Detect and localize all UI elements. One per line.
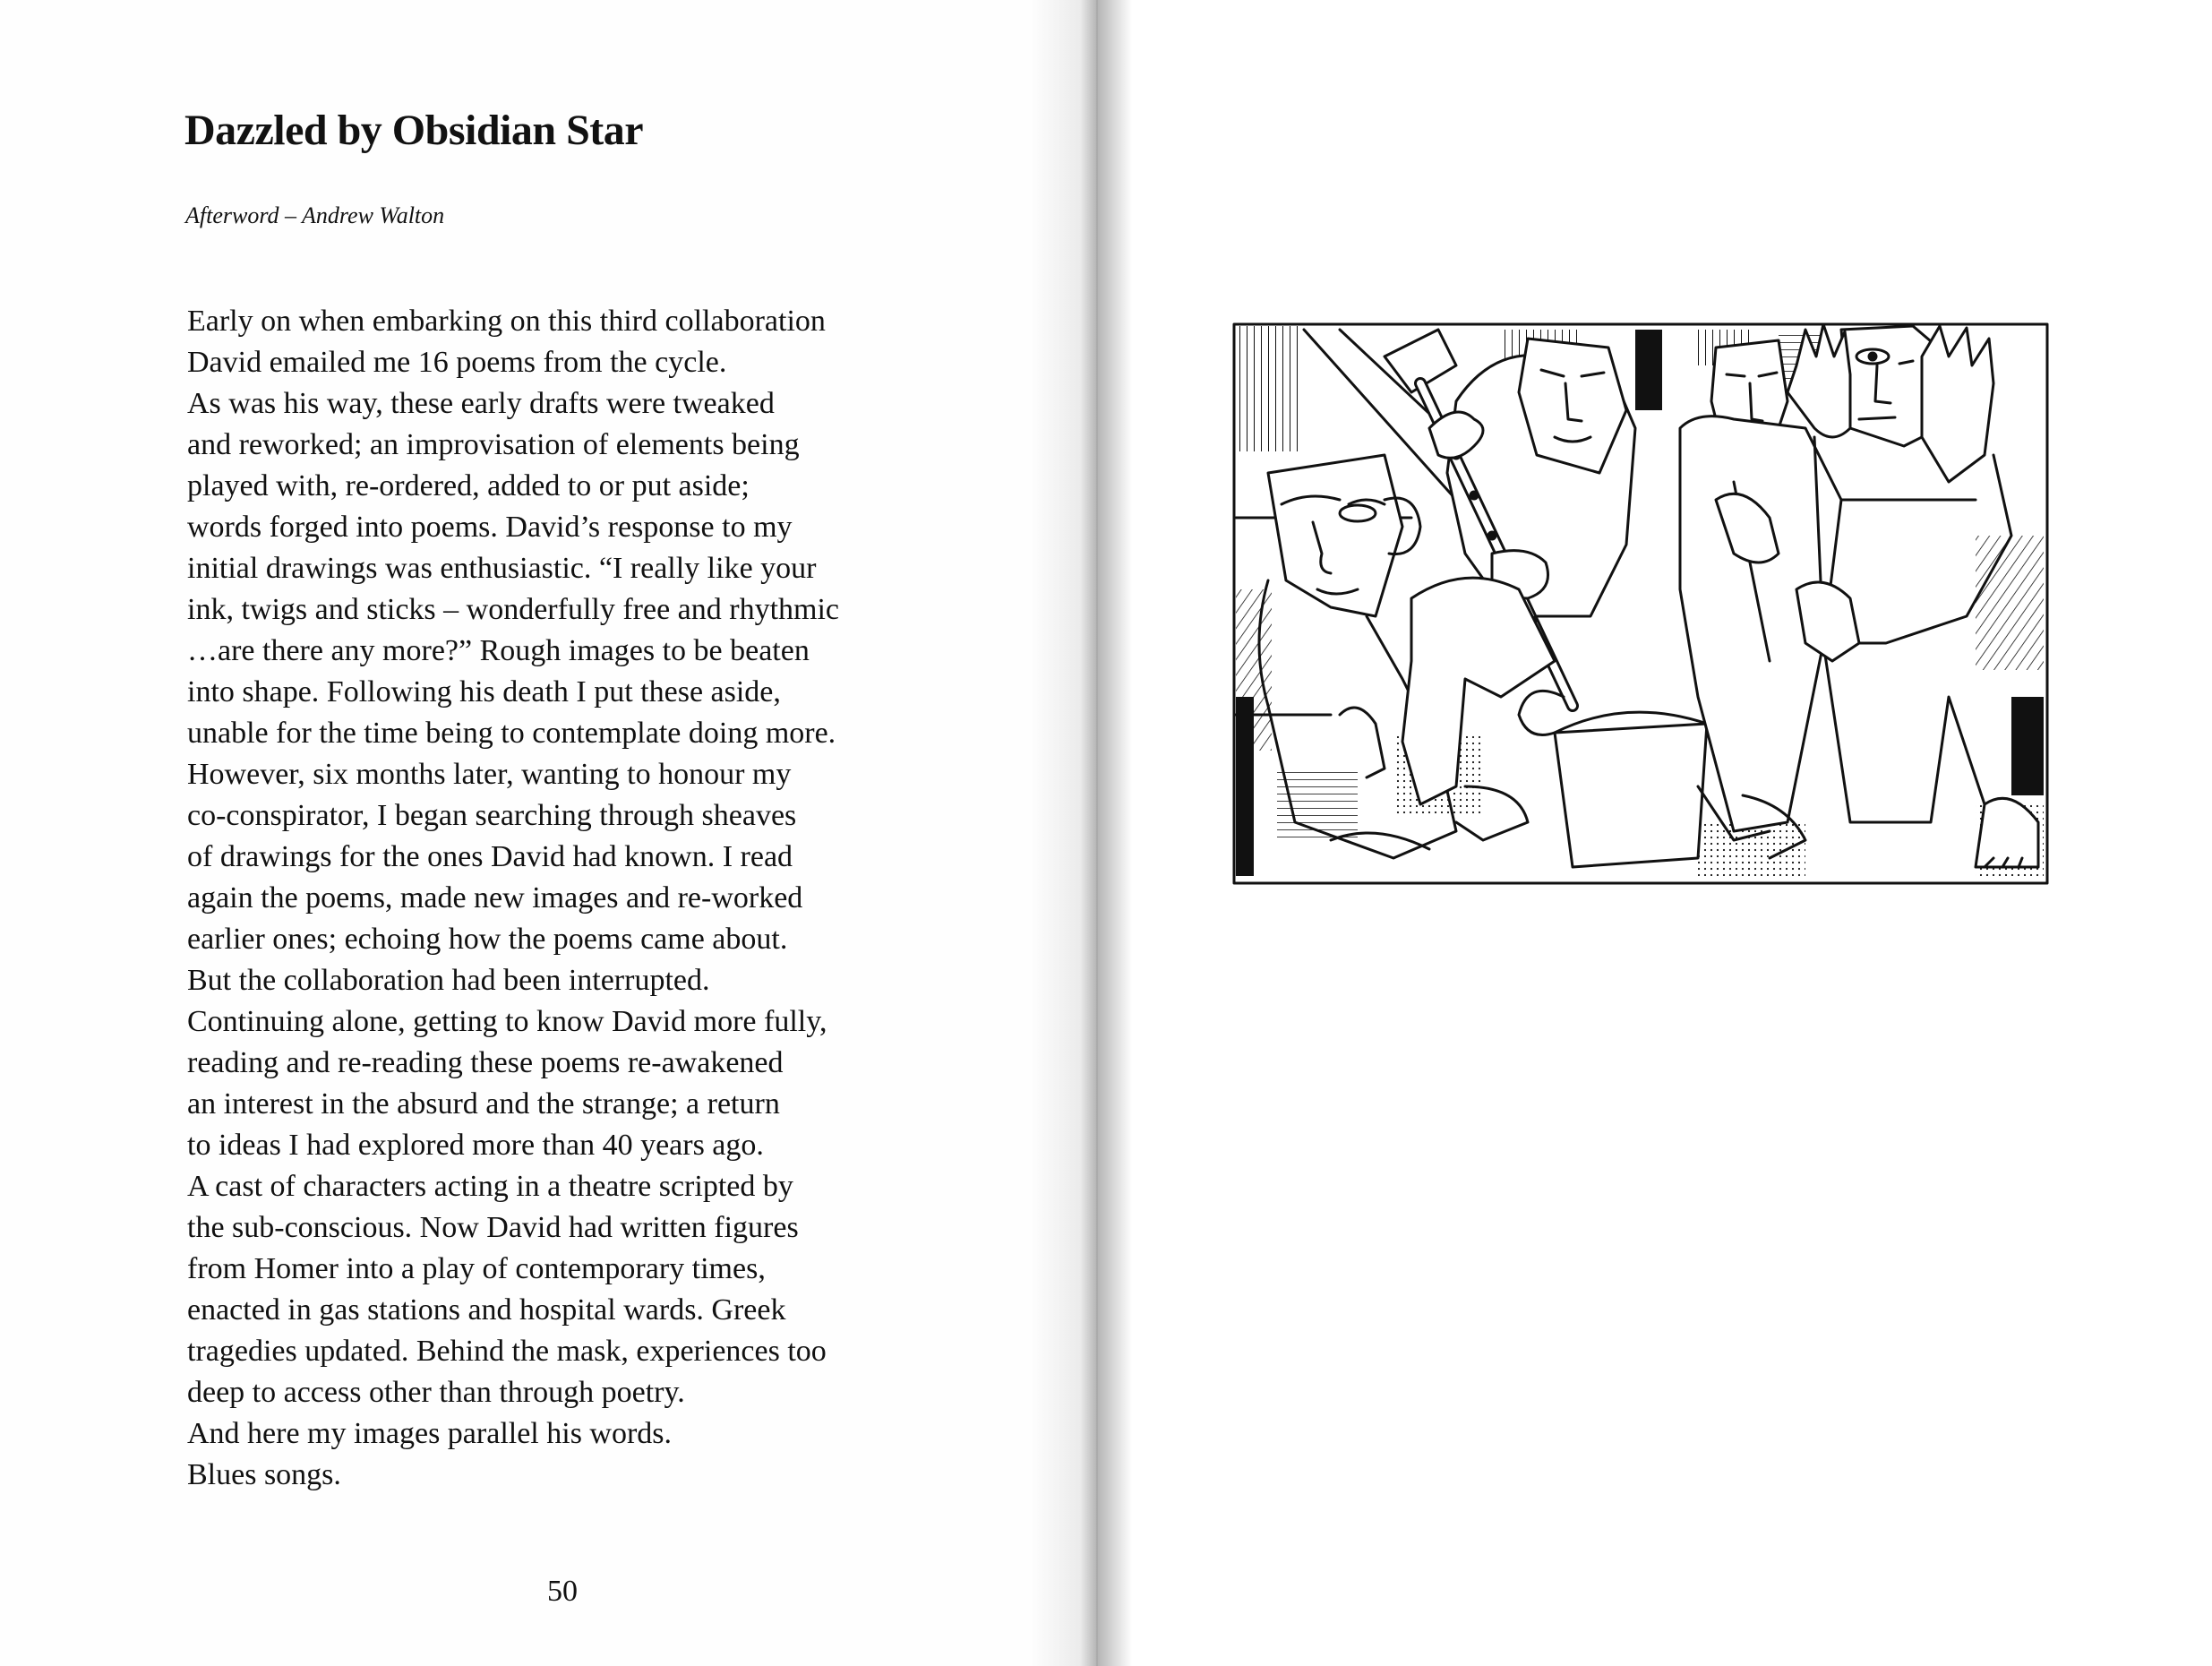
body-line: earlier ones; echoing how the poems came about. xyxy=(187,923,788,956)
afterword-body xyxy=(187,301,975,1496)
page-number: 50 xyxy=(547,1575,578,1608)
body-line: reading and re-reading these poems re-awakened xyxy=(187,1046,784,1079)
body-line: to ideas I had explored more than 40 years ago. xyxy=(187,1129,764,1162)
body-line: And here my images parallel his words. xyxy=(187,1417,673,1450)
body-line: deep to access other than through poetry. xyxy=(187,1376,685,1409)
body-line: As was his way, these early drafts were tweaked xyxy=(187,387,775,420)
body-line: again the poems, made new images and re-worked xyxy=(187,881,803,915)
ink-drawing-musicians-icon xyxy=(1232,321,2051,887)
body-line: co-conspirator, I began searching through sheaves xyxy=(187,799,797,832)
left-page xyxy=(0,0,1096,1666)
book-gutter-shadow xyxy=(1030,0,1102,1666)
page-title: Dazzled by Obsidian Star xyxy=(184,107,644,154)
body-line: into shape. Following his death I put these aside, xyxy=(187,675,781,708)
body-line: Blues songs. xyxy=(187,1458,341,1491)
body-line: an interest in the absurd and the strange; a return xyxy=(187,1087,780,1121)
body-line: words forged into poems. David’s response to my xyxy=(187,511,793,544)
body-line: However, six months later, wanting to honour my xyxy=(187,758,792,791)
body-line: David emailed me 16 poems from the cycle. xyxy=(187,346,727,379)
body-line: A cast of characters acting in a theatre scripted by xyxy=(187,1170,793,1203)
body-line: initial drawings was enthusiastic. “I really like your xyxy=(187,552,817,585)
body-line: ink, twigs and sticks – wonderfully free and rhythmic xyxy=(187,593,840,626)
book-gutter-shadow-right xyxy=(1096,0,1132,1666)
body-line: unable for the time being to contemplate doing more. xyxy=(187,717,836,750)
body-line: played with, re-ordered, added to or put aside; xyxy=(187,469,750,502)
afterword-byline: Afterword – Andrew Walton xyxy=(185,202,445,228)
body-line: of drawings for the ones David had known. I read xyxy=(187,840,793,873)
body-line: from Homer into a play of contemporary times, xyxy=(187,1252,766,1285)
body-line: But the collaboration had been interrupted. xyxy=(187,964,710,997)
body-line: the sub-conscious. Now David had written figures xyxy=(187,1211,799,1244)
body-line: enacted in gas stations and hospital wards. Greek xyxy=(187,1293,786,1327)
body-line: and reworked; an improvisation of elements being xyxy=(187,428,800,461)
body-line: Continuing alone, getting to know David more fully, xyxy=(187,1005,827,1038)
body-line: tragedies updated. Behind the mask, experiences too xyxy=(187,1335,827,1368)
body-line: Early on when embarking on this third collaboration xyxy=(187,305,826,338)
body-line: …are there any more?” Rough images to be beaten xyxy=(187,634,810,667)
